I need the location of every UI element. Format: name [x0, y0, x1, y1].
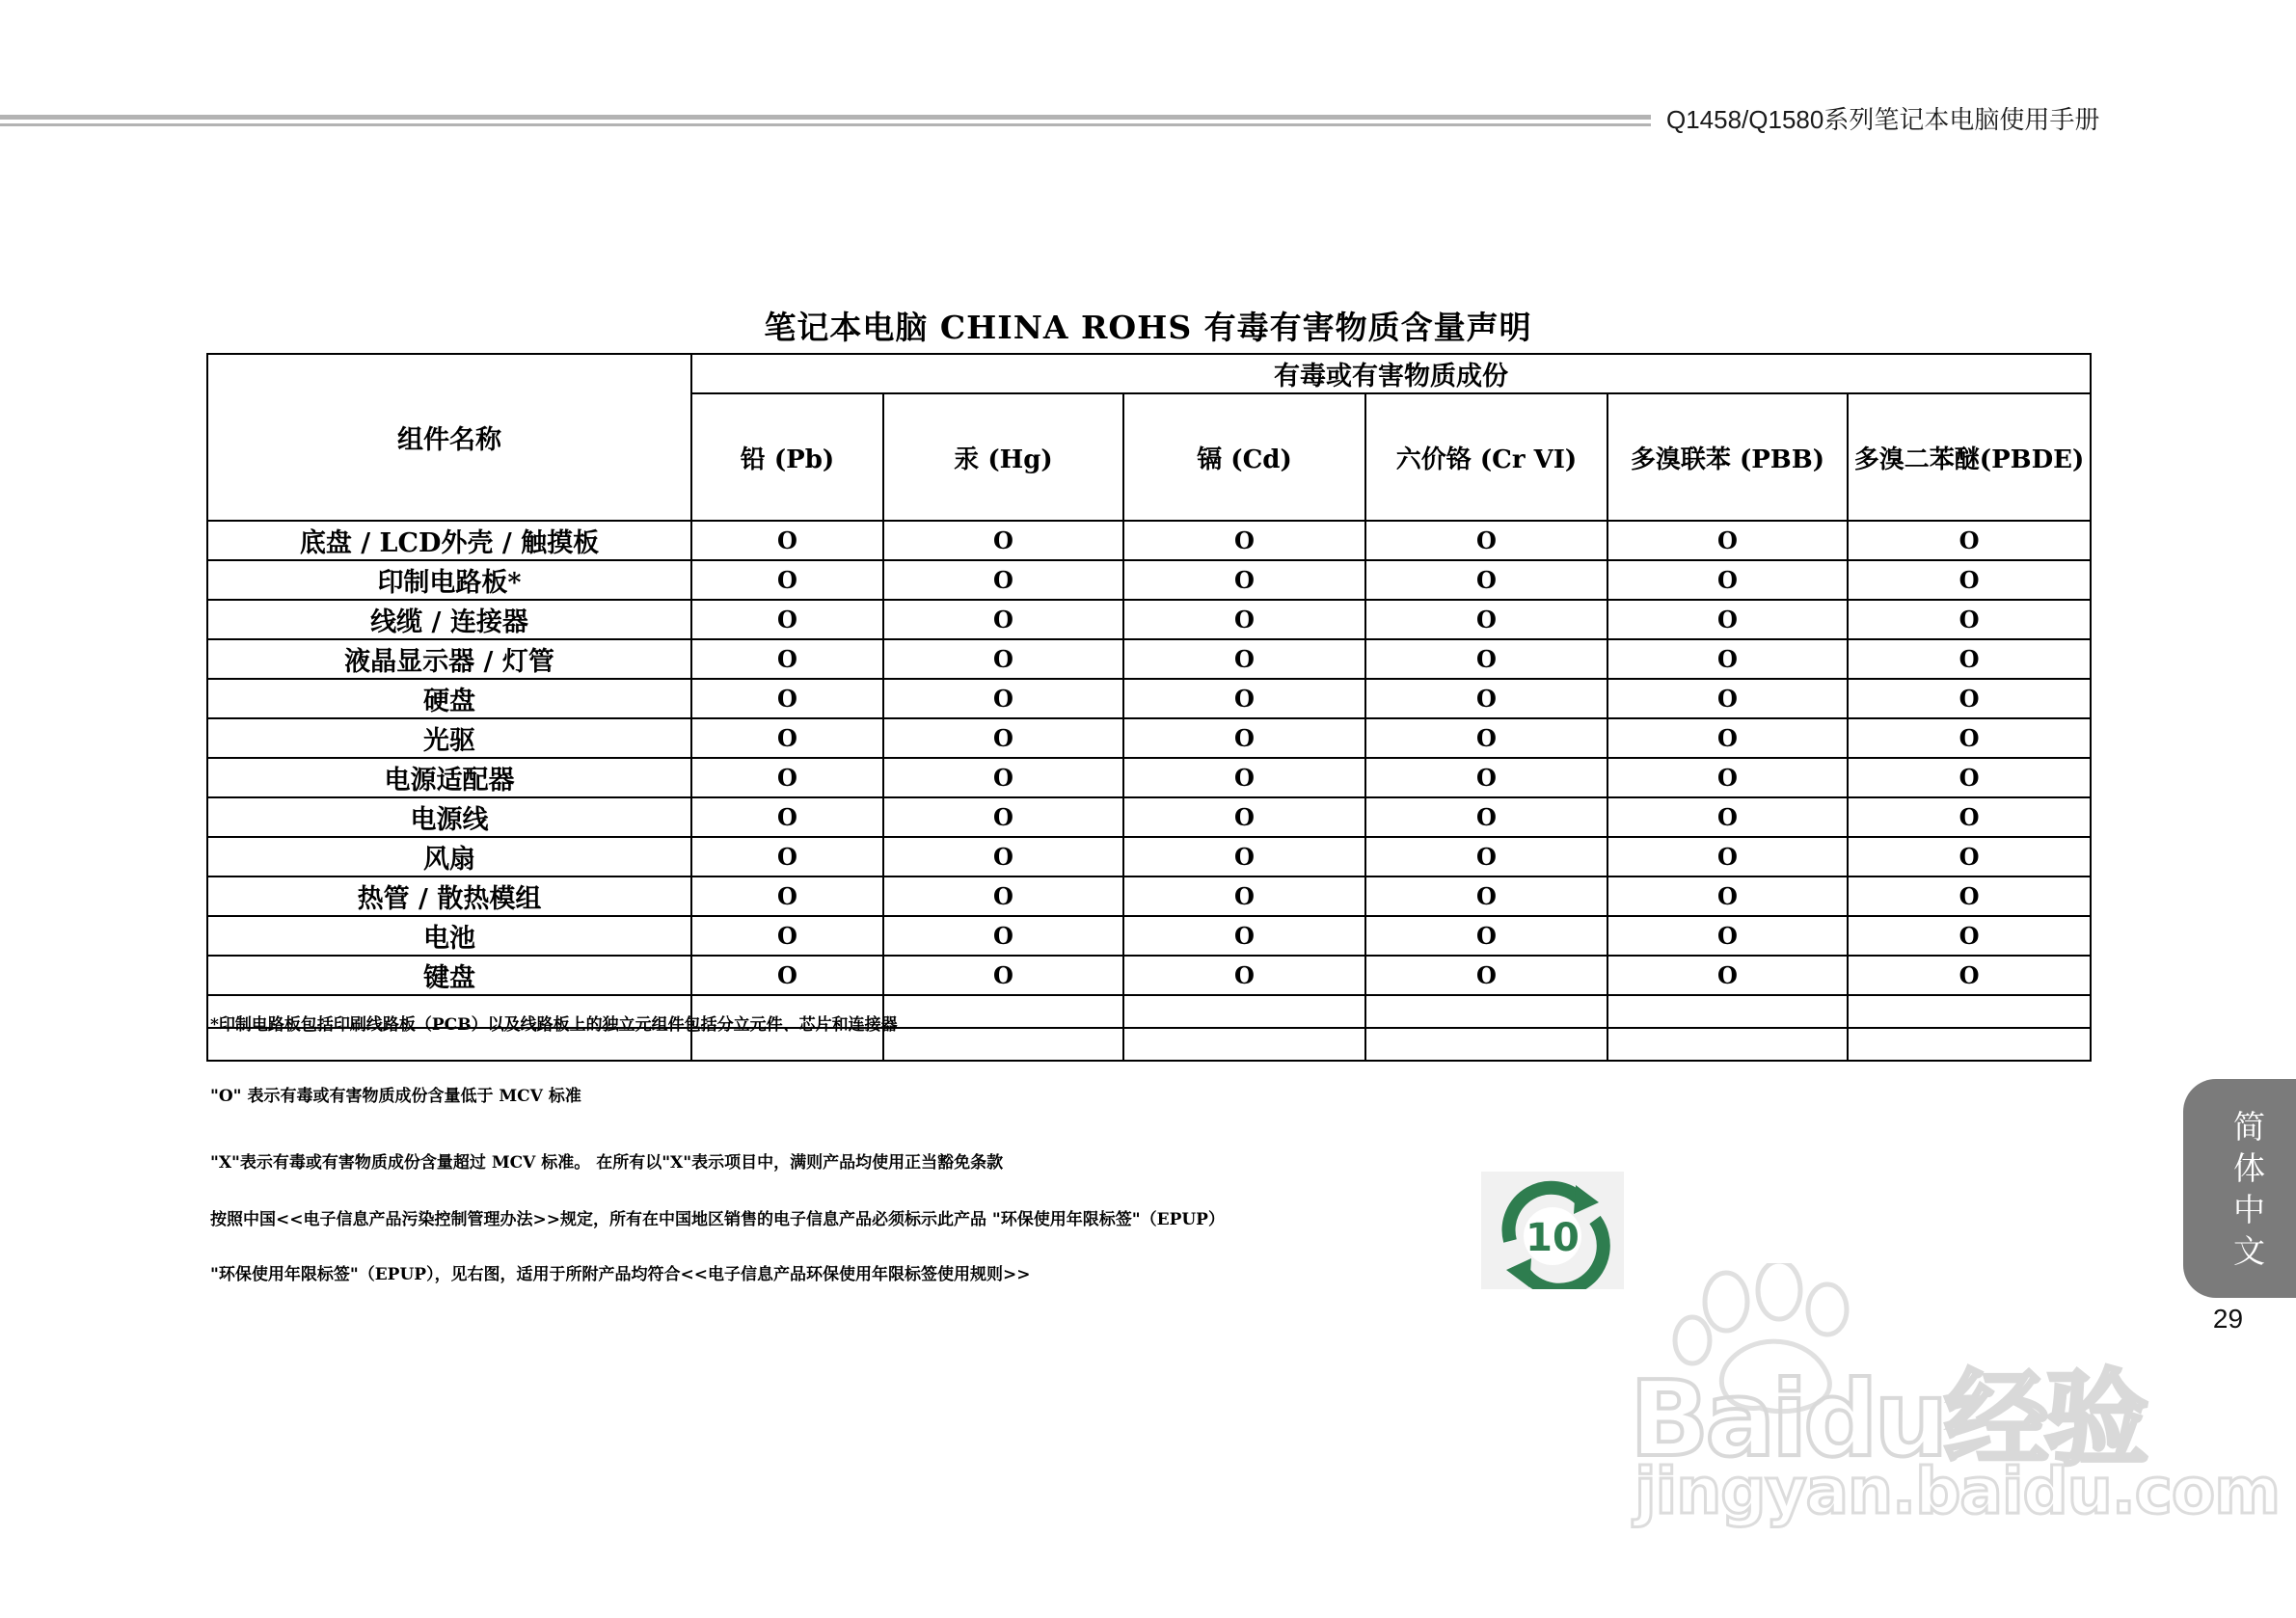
footnote-pcb: *印制电路板包括印刷线路板（PCB）以及线路板上的独立元组件包括分立元件、芯片和连接器 — [210, 1015, 898, 1035]
substance-header: 镉 (Cd) — [1123, 393, 1365, 521]
rohs-table-container — [206, 353, 2090, 1062]
substance-value-cell: O — [1607, 916, 1848, 956]
footnote-o-meaning: "O" 表示有毒或有害物质成份含量低于 MCV 标准 — [210, 1087, 581, 1106]
component-name-cell: 液晶显示器 / 灯管 — [207, 639, 691, 679]
substance-value-cell: O — [1123, 758, 1365, 797]
substance-header: 汞 (Hg) — [883, 393, 1123, 521]
substance-value-cell: O — [1607, 797, 1848, 837]
component-name-cell: 电源线 — [207, 797, 691, 837]
page-number: 29 — [2212, 1304, 2244, 1334]
substance-value-cell: O — [1123, 679, 1365, 718]
substance-value-cell: O — [1848, 956, 2091, 995]
substance-value-cell: O — [883, 916, 1123, 956]
table-row — [207, 521, 2091, 560]
substance-value-cell: O — [1123, 639, 1365, 679]
substance-value-cell: O — [1123, 956, 1365, 995]
substance-value-cell: O — [691, 639, 883, 679]
substance-value-cell: O — [1365, 560, 1607, 600]
table-row — [207, 916, 2091, 956]
substance-value-cell: O — [1848, 560, 2091, 600]
watermark-brand: Baidu经验 — [1630, 1360, 2146, 1480]
substance-value-cell: O — [1123, 797, 1365, 837]
substance-value-cell: O — [1607, 956, 1848, 995]
footnote-epup-regulation: 按照中国<<电子信息产品污染控制管理办法>>规定，所有在中国地区销售的电子信息产品必须标示此产品 "环保使用年限标签"（EPUP） — [210, 1210, 1225, 1229]
substance-header: 六价铬 (Cr VI) — [1365, 393, 1607, 521]
substance-value-cell: O — [691, 718, 883, 758]
substance-value-cell: O — [1607, 521, 1848, 560]
substance-value-cell — [1607, 995, 1848, 1028]
substance-value-cell: O — [1607, 679, 1848, 718]
substance-value-cell — [1365, 995, 1607, 1028]
substance-value-cell: O — [691, 876, 883, 916]
substance-value-cell: O — [691, 956, 883, 995]
table-row — [207, 679, 2091, 718]
substance-value-cell: O — [1123, 560, 1365, 600]
substance-value-cell: O — [1848, 837, 2091, 876]
substance-value-cell: O — [1123, 521, 1365, 560]
substance-value-cell: O — [691, 679, 883, 718]
substance-value-cell — [1848, 995, 2091, 1028]
substance-value-cell: O — [883, 758, 1123, 797]
component-name-cell: 热管 / 散热模组 — [207, 876, 691, 916]
substance-value-cell: O — [1123, 837, 1365, 876]
substance-value-cell: O — [1607, 600, 1848, 639]
declaration-title: 笔记本电脑 CHINA ROHS 有毒有害物质含量声明 — [764, 309, 1532, 346]
substance-value-cell: O — [1607, 758, 1848, 797]
footnote-epup-label: "环保使用年限标签"（EPUP），见右图，适用于所附产品均符合<<电子信息产品环保使用年限标签使用规则>> — [210, 1265, 1031, 1284]
substance-value-cell — [1365, 1028, 1607, 1061]
substance-value-cell: O — [883, 797, 1123, 837]
substance-value-cell: O — [1365, 639, 1607, 679]
substance-value-cell: O — [691, 797, 883, 837]
substance-value-cell — [1123, 1028, 1365, 1061]
substance-value-cell: O — [883, 521, 1123, 560]
substance-value-cell: O — [1365, 679, 1607, 718]
substance-value-cell: O — [691, 758, 883, 797]
component-name-cell: 底盘 / LCD外壳 / 触摸板 — [207, 521, 691, 560]
component-name-cell: 光驱 — [207, 718, 691, 758]
substance-value-cell: O — [883, 600, 1123, 639]
substance-value-cell: O — [1848, 679, 2091, 718]
substance-header: 铅 (Pb) — [691, 393, 883, 521]
substance-value-cell: O — [1365, 600, 1607, 639]
substance-value-cell: O — [883, 876, 1123, 916]
substance-value-cell: O — [1848, 521, 2091, 560]
header-rule-bottom — [0, 123, 1651, 126]
substance-value-cell — [1123, 995, 1365, 1028]
component-name-cell: 电源适配器 — [207, 758, 691, 797]
epup-10-recycle-logo-icon — [1481, 1172, 1624, 1289]
substance-value-cell: O — [1365, 916, 1607, 956]
header-rule-top — [0, 115, 1651, 120]
substance-value-cell: O — [1365, 837, 1607, 876]
substance-value-cell: O — [1607, 639, 1848, 679]
table-row — [207, 797, 2091, 837]
substance-value-cell: O — [883, 679, 1123, 718]
component-name-cell: 印制电路板* — [207, 560, 691, 600]
substance-value-cell — [1607, 1028, 1848, 1061]
table-row — [207, 758, 2091, 797]
substance-value-cell: O — [691, 916, 883, 956]
substance-value-cell: O — [1123, 718, 1365, 758]
substance-value-cell: O — [1848, 758, 2091, 797]
footnote-x-meaning: "X"表示有毒或有害物质成份含量超过 MCV 标准。 在所有以"X"表示项目中，满则产品均使用正当豁免条款 — [210, 1153, 1004, 1173]
substance-value-cell: O — [1365, 758, 1607, 797]
language-side-tab-label: 简体中文 — [2228, 1110, 2266, 1276]
substance-value-cell: O — [691, 521, 883, 560]
component-name-cell: 线缆 / 连接器 — [207, 600, 691, 639]
component-name-header: 组件名称 — [207, 354, 691, 521]
substance-value-cell: O — [1848, 600, 2091, 639]
substance-value-cell: O — [883, 560, 1123, 600]
substance-value-cell: O — [1365, 797, 1607, 837]
substance-header: 多溴联苯 (PBB) — [1607, 393, 1848, 521]
substance-value-cell: O — [1607, 718, 1848, 758]
substance-header: 多溴二苯醚(PBDE) — [1848, 393, 2091, 521]
substance-value-cell: O — [883, 718, 1123, 758]
rohs-table — [206, 353, 2092, 1062]
table-row — [207, 560, 2091, 600]
substance-value-cell: O — [1365, 521, 1607, 560]
substance-value-cell: O — [691, 600, 883, 639]
substance-value-cell: O — [883, 837, 1123, 876]
substance-value-cell: O — [1848, 718, 2091, 758]
substance-value-cell — [883, 995, 1123, 1028]
table-row — [207, 639, 2091, 679]
language-side-tab[interactable] — [2183, 1079, 2296, 1298]
substance-value-cell — [1848, 1028, 2091, 1061]
substance-value-cell — [883, 1028, 1123, 1061]
rohs-table-body — [207, 521, 2091, 1061]
table-row — [207, 876, 2091, 916]
component-name-cell: 键盘 — [207, 956, 691, 995]
substance-value-cell: O — [691, 560, 883, 600]
manual-title: Q1458/Q1580系列笔记本电脑使用手册 — [1666, 105, 2100, 134]
watermark-url: jingyan.baidu.com — [1634, 1454, 2281, 1528]
substance-value-cell: O — [1365, 718, 1607, 758]
substance-value-cell: O — [1365, 956, 1607, 995]
component-name-cell: 硬盘 — [207, 679, 691, 718]
substance-value-cell: O — [1848, 797, 2091, 837]
epup-years-text: 10 — [1526, 1216, 1580, 1260]
component-name-cell: 风扇 — [207, 837, 691, 876]
substance-value-cell: O — [1607, 837, 1848, 876]
substance-value-cell: O — [883, 956, 1123, 995]
substance-value-cell: O — [1123, 916, 1365, 956]
substance-value-cell: O — [1848, 639, 2091, 679]
substance-value-cell: O — [1123, 600, 1365, 639]
table-row — [207, 718, 2091, 758]
substance-value-cell: O — [1607, 560, 1848, 600]
substance-value-cell: O — [1607, 876, 1848, 916]
substance-value-cell: O — [1365, 876, 1607, 916]
table-row — [207, 956, 2091, 995]
substance-value-cell: O — [691, 837, 883, 876]
substance-value-cell: O — [1848, 916, 2091, 956]
substance-value-cell: O — [883, 639, 1123, 679]
table-row — [207, 837, 2091, 876]
component-name-cell: 电池 — [207, 916, 691, 956]
table-row — [207, 600, 2091, 639]
substance-group-header: 有毒或有害物质成份 — [691, 354, 2091, 393]
substance-value-cell: O — [1123, 876, 1365, 916]
substance-value-cell: O — [1848, 876, 2091, 916]
